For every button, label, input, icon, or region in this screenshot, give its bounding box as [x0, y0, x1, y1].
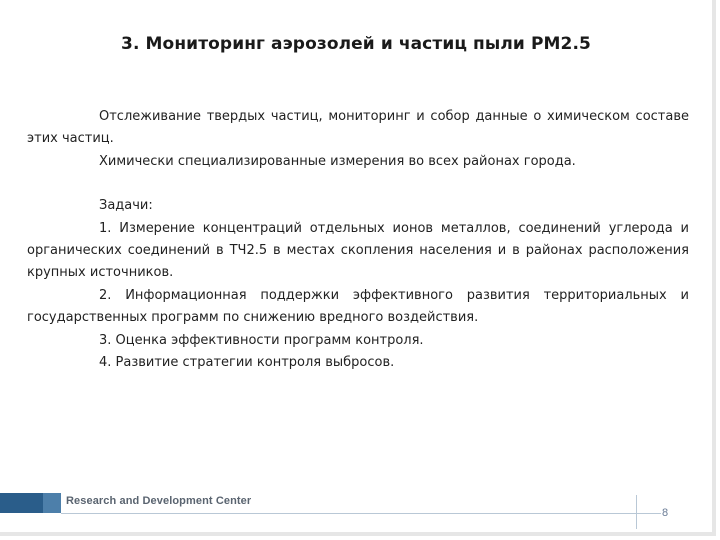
footer-accent-bar-light	[43, 493, 61, 513]
paragraph-spacer	[27, 173, 689, 195]
task-item-3: 3. Оценка эффективности программ контроля.	[99, 332, 424, 348]
footer-accent-bar	[0, 493, 43, 513]
task-item-4: 4. Развитие стратегии контроля выбросов.	[99, 355, 395, 371]
page-number: 8	[662, 507, 669, 519]
intro-paragraph-2: Химически специализированные измерения во всех районах города.	[99, 153, 576, 169]
slide-body	[27, 106, 689, 374]
task-item-2: 2. Информационная поддержки эффективного развития территориальных и государственных программ по снижению вредного воздействия.	[27, 287, 689, 326]
slide-title: 3. Мониторинг аэрозолей и частиц пыли PM2.5	[121, 34, 591, 54]
footer-divider	[61, 513, 661, 514]
footer-org-name: Research and Development Center	[66, 495, 252, 507]
tasks-heading: Задачи:	[99, 198, 153, 214]
intro-paragraph-1: Отслеживание твердых частиц, мониторинг и собор данные о химическом составе этих частиц.	[27, 109, 689, 147]
task-item-1: 1. Измерение концентраций отдельных ионов металлов, соединений углерода и органических соединений в ТЧ2.5 в местах скопления населения и в районах расположения крупных источников.	[27, 220, 689, 281]
footer-vertical-divider	[636, 495, 637, 529]
